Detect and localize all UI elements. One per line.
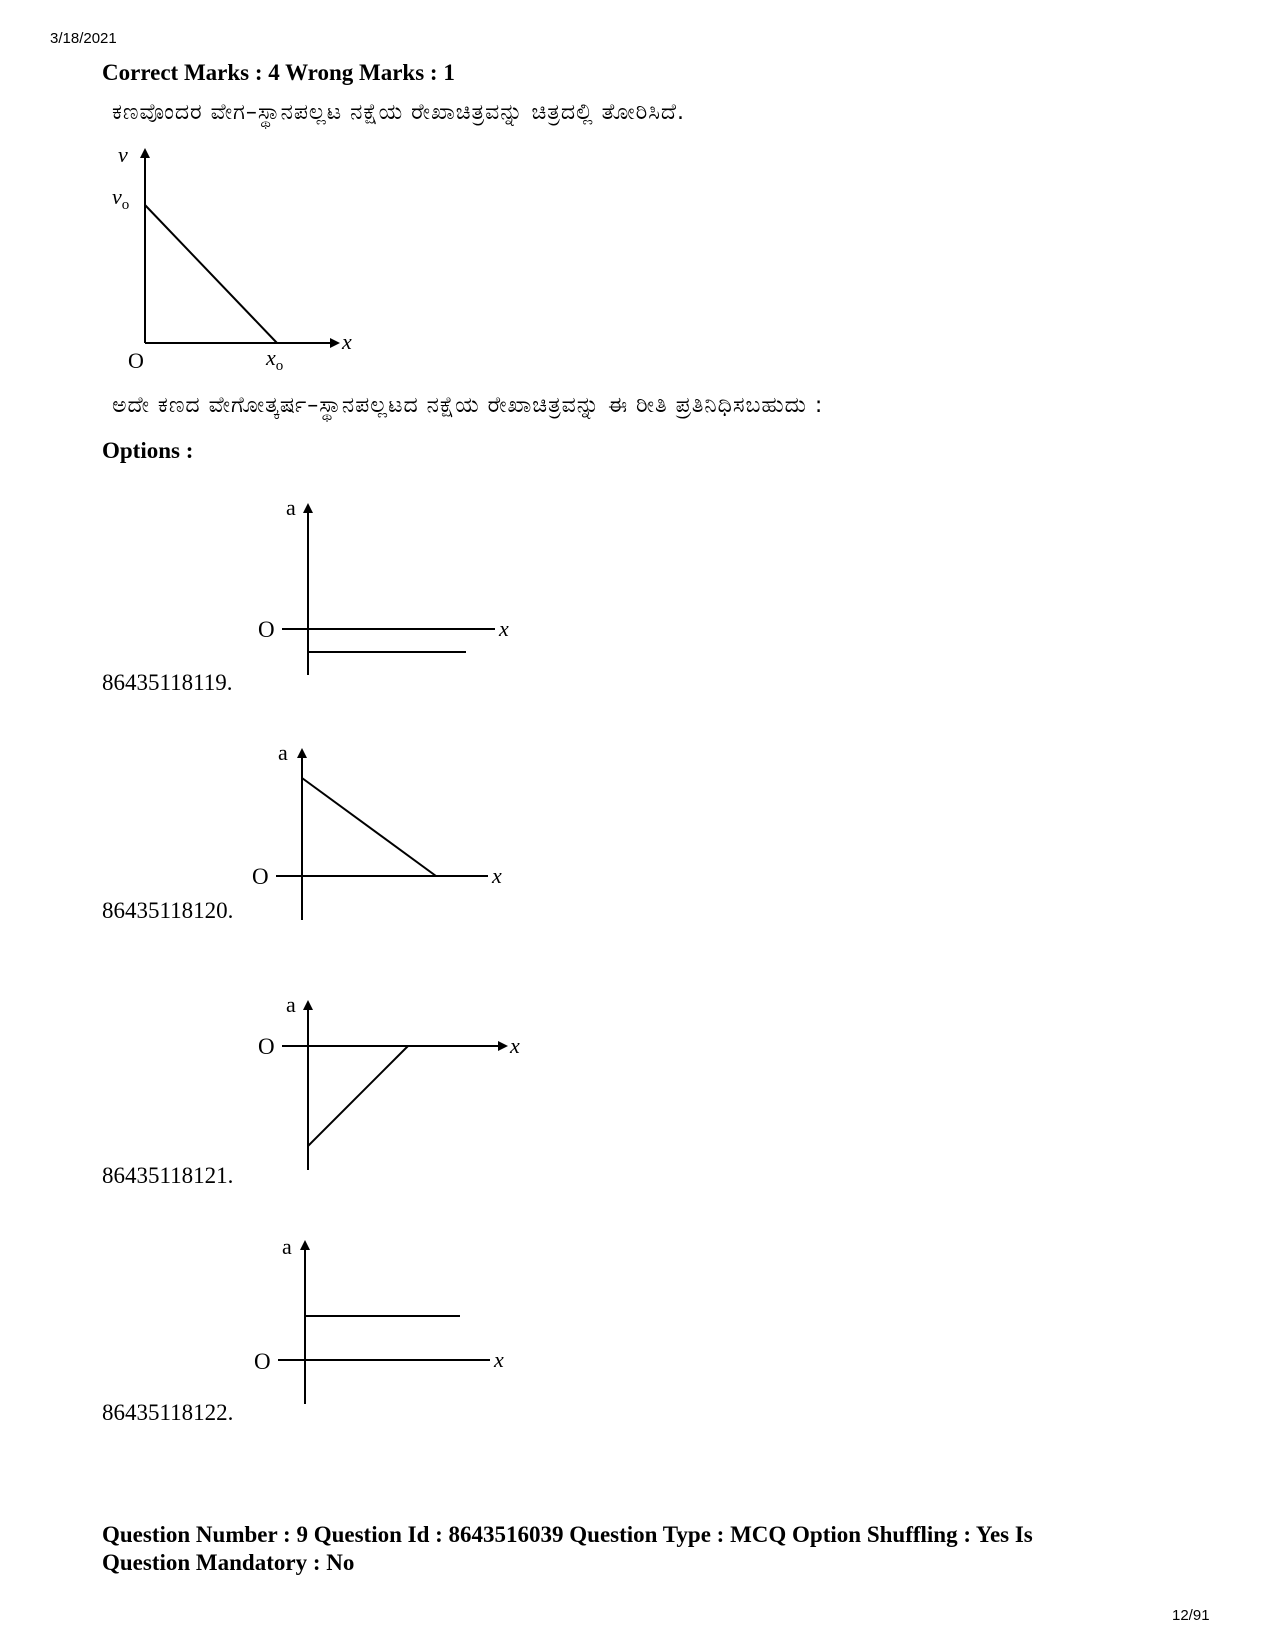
options-heading: Options : xyxy=(102,438,194,463)
question-text-line-1: ಕಣವೊಂದರ ವೇಗ–ಸ್ಥಾನಪಲ್ಲಟ ನಕ್ಷೆಯ ರೇಖಾಚಿತ್ರವನ್ನು ಚಿತ್ರದಲ್ಲಿ ತೋರಿಸಿದೆ. xyxy=(112,100,685,125)
y-axis-label: a xyxy=(282,1234,292,1259)
x0-label: $x_o$ xyxy=(266,345,284,370)
metadata-line-1: Question Number : 9 Question Id : 8643516039 Question Type : MCQ Option Shuffling : Yes Is xyxy=(102,1522,1033,1547)
page-number: 12/91 xyxy=(1172,1607,1210,1624)
v0-label: $v_o$ xyxy=(112,184,130,213)
option-4-graph[interactable] xyxy=(250,1232,520,1412)
acceleration-line xyxy=(308,1046,408,1146)
acceleration-line xyxy=(302,778,436,876)
question-text-line-2: ಅದೇ ಕಣದ ವೇಗೋತ್ಕರ್ಷ–ಸ್ಥಾನಪಲ್ಲಟದ ನಕ್ಷೆಯ ರೇಖಾಚಿತ್ರವನ್ನು ಈ ರೀತಿ ಪ್ರತಿನಿಧಿಸಬಹುದು : xyxy=(112,393,824,418)
option-4-id[interactable]: 86435118122. xyxy=(102,1400,234,1425)
origin-label: O xyxy=(258,1034,275,1059)
next-question-metadata xyxy=(102,1521,1182,1577)
option-2-graph[interactable] xyxy=(250,740,520,930)
option-1-graph[interactable] xyxy=(250,495,520,685)
option-1-id[interactable]: 86435118119. xyxy=(102,670,233,695)
x-axis-label: x xyxy=(492,863,502,888)
y-axis-label: a xyxy=(286,992,296,1017)
velocity-displacement-graph xyxy=(100,140,370,370)
marks-line: Correct Marks : 4 Wrong Marks : 1 xyxy=(102,60,455,85)
origin-label: O xyxy=(128,348,144,370)
x-axis-label: x xyxy=(494,1347,504,1372)
x-axis-label: x xyxy=(342,329,352,354)
velocity-line xyxy=(145,205,277,343)
option-3-id[interactable]: 86435118121. xyxy=(102,1163,234,1188)
x-axis-label: x xyxy=(499,616,509,641)
print-date: 3/18/2021 xyxy=(50,30,117,47)
y-axis-label: a xyxy=(278,740,288,765)
y-axis-label: a xyxy=(286,495,296,520)
origin-label: O xyxy=(254,1349,271,1374)
origin-label: O xyxy=(252,864,269,889)
y-axis-label: v xyxy=(118,142,128,167)
option-2-id[interactable]: 86435118120. xyxy=(102,898,234,923)
option-3-graph[interactable] xyxy=(250,992,530,1182)
metadata-line-2: Question Mandatory : No xyxy=(102,1550,355,1575)
x-axis-label: x xyxy=(510,1033,520,1058)
origin-label: O xyxy=(258,617,275,642)
